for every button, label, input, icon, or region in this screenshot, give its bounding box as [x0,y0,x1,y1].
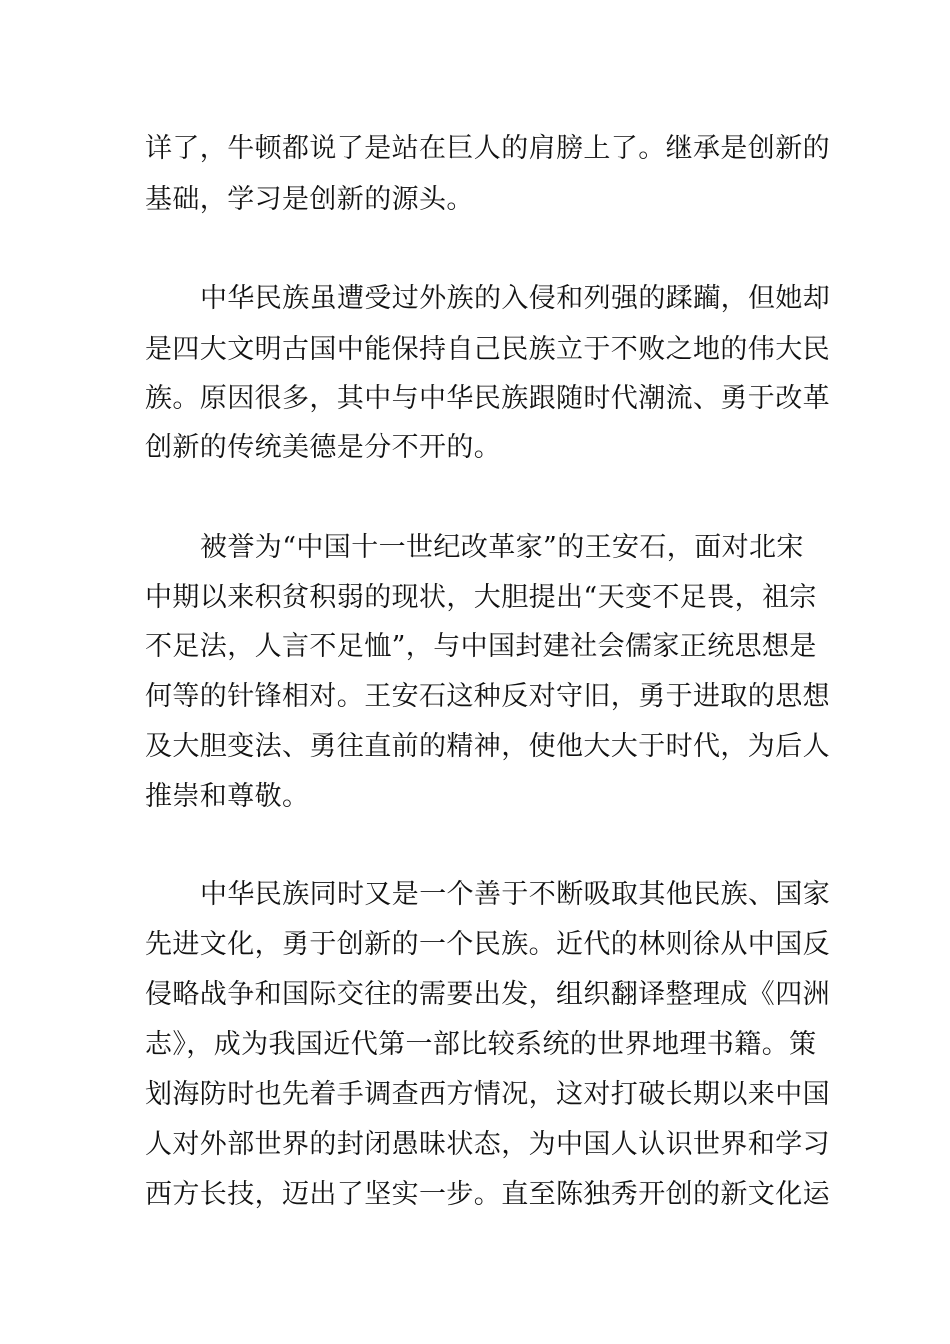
paragraph-4-line-3: 侵略战争和国际交往的需要出发，组织翻译整理成《四洲 [145,979,830,1010]
paragraph-3-line-6: 推崇和尊敬。 [145,781,310,812]
paragraph-4-line-6: 人对外部世界的封闭愚昧状态，为中国人认识世界和学习 [145,1129,830,1160]
paragraph-4-line-4: 志》，成为我国近代第一部比较系统的世界地理书籍。策 [145,1029,817,1060]
paragraph-3-line-2: 中期以来积贫积弱的现状，大胆提出“天变不足畏，祖宗 [145,582,817,613]
paragraph-4-line-5: 划海防时也先着手调查西方情况，这对打破长期以来中国 [145,1079,830,1110]
paragraph-3-line-5: 及大胆变法、勇往直前的精神，使他大大于时代，为后人 [145,731,830,762]
paragraph-4-line-2: 先进文化，勇于创新的一个民族。近代的林则徐从中国反 [145,929,830,960]
paragraph-3-line-1: 被誉为“中国十一世纪改革家”的王安石，面对北宋 [200,532,804,563]
paragraph-3-line-4: 何等的针锋相对。王安石这种反对守旧，勇于进取的思想 [145,681,830,712]
paragraph-2-line-4: 创新的传统美德是分不开的。 [145,432,502,463]
paragraph-1-line-1: 详了，牛顿都说了是站在巨人的肩膀上了。继承是创新的 [145,133,830,164]
paragraph-3-line-3: 不足法，人言不足恤”，与中国封建社会儒家正统思想是 [145,631,817,662]
paragraph-4-line-1: 中华民族同时又是一个善于不断吸取其他民族、国家 [200,879,831,910]
paragraph-1-line-2: 基础，学习是创新的源头。 [145,184,474,215]
paragraph-4-line-7: 西方长技，迈出了坚实一步。直至陈独秀开创的新文化运 [145,1179,830,1210]
paragraph-2-line-1: 中华民族虽遭受过外族的入侵和列强的蹂躏，但她却 [200,283,831,314]
paragraph-2-line-3: 族。原因很多，其中与中华民族跟随时代潮流、勇于改革 [145,383,830,414]
paragraph-2-line-2: 是四大文明古国中能保持自己民族立于不败之地的伟大民 [145,334,830,365]
